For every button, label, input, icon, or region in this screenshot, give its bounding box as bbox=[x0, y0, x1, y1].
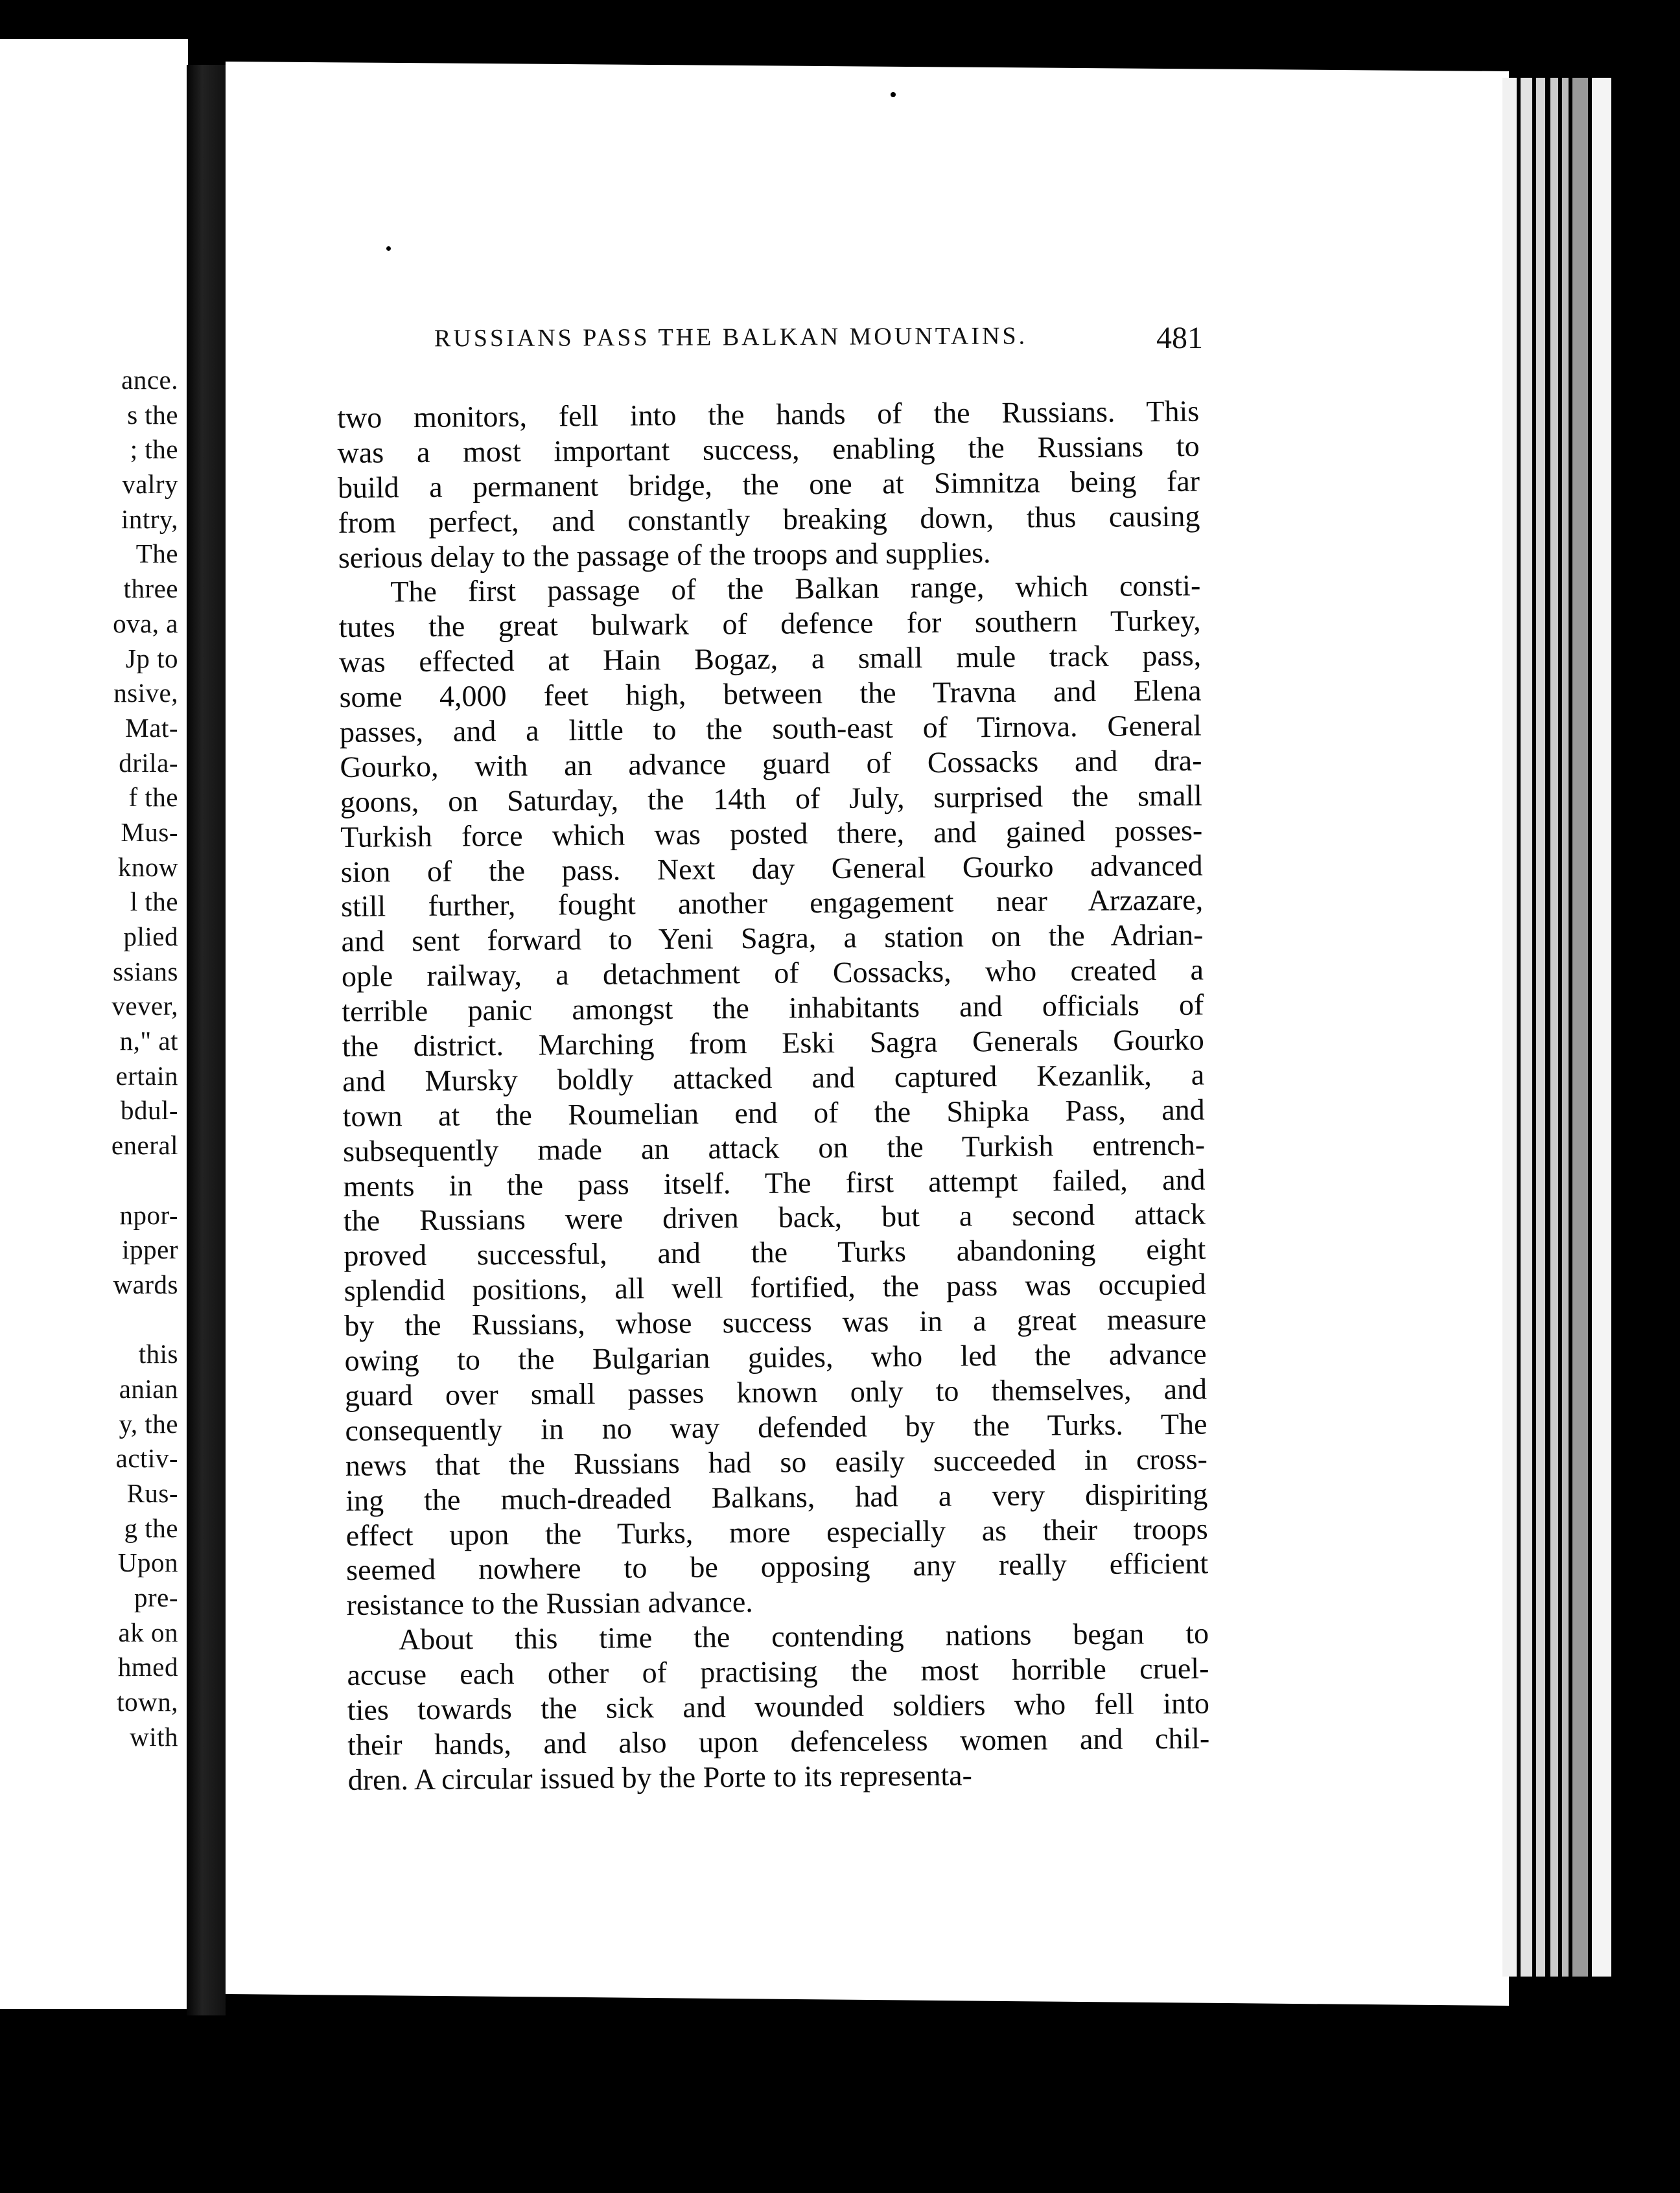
left-page-line-fragment: Rus- bbox=[126, 1478, 178, 1508]
page-edge bbox=[1536, 78, 1545, 1977]
text-line: Turkish force which was posted there, and gained posses- bbox=[340, 813, 1203, 853]
text-line: resistance to the Russian advance. bbox=[346, 1585, 753, 1622]
left-page-line-fragment: know bbox=[117, 852, 178, 882]
left-page-line-fragment: ertain bbox=[115, 1060, 178, 1091]
left-page-line-fragment: wards bbox=[113, 1269, 178, 1299]
text-line: from perfect, and constantly breaking down, thus causing bbox=[338, 499, 1200, 539]
left-page-line-fragment: hmed bbox=[117, 1652, 178, 1682]
page-edge bbox=[1562, 78, 1569, 1977]
speck bbox=[891, 92, 896, 97]
left-page-line-fragment: Mat- bbox=[125, 712, 178, 743]
text-line: tutes the great bulwark of defence for southern Turkey, bbox=[338, 603, 1201, 644]
page-edge bbox=[1502, 78, 1517, 1977]
binding-gutter bbox=[187, 65, 226, 2015]
text-line: and Mursky boldly attacked and captured Kezanlik, a bbox=[342, 1058, 1205, 1098]
speck bbox=[386, 246, 391, 251]
left-page-line-fragment: Mus- bbox=[121, 817, 178, 847]
page-edge bbox=[1572, 78, 1588, 1977]
left-page-line-fragment bbox=[0, 1163, 178, 1198]
text-line: by the Russians, whose success was in a great measure bbox=[344, 1302, 1207, 1343]
running-head: RUSSIANS PASS THE BALKAN MOUNTAINS. bbox=[434, 322, 1028, 353]
body-text bbox=[337, 394, 1210, 1798]
left-page-line-fragment: ova, a bbox=[113, 608, 178, 638]
text-line: serious delay to the passage of the troops and supplies. bbox=[338, 535, 991, 574]
text-line: splendid positions, all well fortified, the pass was occupied bbox=[344, 1267, 1206, 1308]
text-line: effect upon the Turks, more especially as their troops bbox=[345, 1512, 1208, 1552]
left-page-line-fragment: three bbox=[123, 574, 178, 604]
text-line: About this time the contending nations began to bbox=[398, 1616, 1209, 1656]
page-edge bbox=[1521, 78, 1532, 1977]
text-line: town at the Roumelian end of the Shipka Pass, and bbox=[342, 1093, 1205, 1133]
left-page-line-fragment: ipper bbox=[122, 1235, 178, 1265]
left-page-line-fragment: eneral bbox=[111, 1130, 178, 1161]
left-page-line-fragment: drila- bbox=[119, 747, 178, 778]
left-page-line-fragment: bdul- bbox=[120, 1095, 178, 1126]
left-page-line-fragment: this bbox=[138, 1339, 178, 1369]
left-page-line-fragment: Upon bbox=[117, 1548, 178, 1578]
text-line: two monitors, fell into the hands of the Russians. This bbox=[337, 394, 1200, 434]
speck bbox=[1292, 2157, 1307, 2170]
left-page-line-fragment: ance. bbox=[121, 365, 178, 395]
text-line: terrible panic amongst the inhabitants and officials of bbox=[342, 988, 1204, 1028]
text-line: subsequently made an attack on the Turkish entrench- bbox=[342, 1128, 1206, 1168]
text-line: consequently in no way defended by the Turks. The bbox=[345, 1407, 1208, 1447]
text-line: the Russians were driven back, but a second attack bbox=[343, 1198, 1206, 1238]
text-line: build a permanent bridge, the one at Simnitza being far bbox=[337, 464, 1200, 504]
text-line: seemed nowhere to be opposing any really efficient bbox=[345, 1546, 1209, 1587]
text-line: was a most important success, enabling the Russians to bbox=[337, 429, 1200, 469]
left-page-line-fragment: town, bbox=[117, 1687, 178, 1717]
left-page-line-fragment: ; the bbox=[130, 434, 178, 465]
text-line: accuse each other of practising the most horrible cruel- bbox=[347, 1651, 1209, 1692]
left-page-line-fragment: nsive, bbox=[113, 678, 178, 708]
left-page-line-fragment: ak on bbox=[118, 1617, 178, 1647]
text-line: sion of the pass. Next day General Gourko advanced bbox=[340, 848, 1203, 888]
left-page-line-fragment: g the bbox=[124, 1513, 178, 1543]
left-page-line-fragment: pre- bbox=[134, 1583, 178, 1613]
text-line: ople railway, a detachment of Cossacks, who created a bbox=[341, 953, 1204, 993]
left-page-line-fragment: valry bbox=[122, 469, 178, 500]
text-line: ties towards the sick and wounded soldiers who fell into bbox=[347, 1686, 1210, 1726]
page-number: 481 bbox=[1156, 321, 1203, 355]
left-page-line-fragment: plied bbox=[123, 922, 178, 951]
text-line: still further, fought another engagement near Arzazare, bbox=[340, 883, 1204, 923]
text-line: owing to the Bulgarian guides, who led the advance bbox=[344, 1337, 1207, 1378]
text-line: passes, and a little to the south-east of Tirnova. General bbox=[339, 708, 1202, 748]
text-line: Gourko, with an advance guard of Cossacks and dra- bbox=[340, 743, 1202, 783]
text-line: guard over small passes known only to themselves, and bbox=[344, 1372, 1208, 1412]
page-edge bbox=[1550, 78, 1558, 1977]
left-page-line-fragment: Jp to bbox=[125, 643, 178, 673]
left-page-line-fragment: npor- bbox=[119, 1200, 178, 1230]
left-page-text bbox=[0, 363, 178, 1755]
text-line: The first passage of the Balkan range, which consti- bbox=[390, 568, 1201, 609]
page-edge bbox=[1592, 78, 1611, 1977]
text-line: and sent forward to Yeni Sagra, a station on the Adrian- bbox=[341, 918, 1204, 958]
left-page-line-fragment: intry, bbox=[121, 504, 178, 534]
left-page-line-fragment: f the bbox=[128, 782, 178, 813]
text-line: ments in the pass itself. The first attempt failed, and bbox=[343, 1163, 1206, 1203]
speck bbox=[1674, 25, 1677, 29]
left-page-line-fragment: vever, bbox=[111, 991, 178, 1021]
left-page-line-fragment: l the bbox=[130, 887, 178, 917]
left-page-line-fragment: s the bbox=[127, 399, 178, 430]
text-line: goons, on Saturday, the 14th of July, surprised the small bbox=[340, 778, 1203, 818]
left-page-line-fragment: y, the bbox=[119, 1408, 178, 1439]
text-line: news that the Russians had so easily succeeded in cross- bbox=[345, 1442, 1208, 1482]
left-page-line-fragment: activ- bbox=[115, 1443, 178, 1474]
text-line: ing the much-dreaded Balkans, had a very dispiriting bbox=[345, 1477, 1208, 1517]
text-line: proved successful, and the Turks abandoning eight bbox=[344, 1232, 1206, 1273]
text-line: was effected at Hain Bogaz, a small mule track pass, bbox=[338, 638, 1202, 679]
text-line: dren. A circular issued by the Porte to its representa- bbox=[347, 1758, 973, 1796]
left-page-line-fragment: ssians bbox=[113, 956, 178, 986]
text-line: some 4,000 feet high, between the Travna and Elena bbox=[339, 673, 1202, 714]
left-page-line-fragment bbox=[0, 1303, 178, 1338]
left-page-line-fragment: anian bbox=[119, 1373, 178, 1404]
text-line: the district. Marching from Eski Sagra Generals Gourko bbox=[342, 1023, 1204, 1063]
left-page-line-fragment: n," at bbox=[119, 1026, 178, 1056]
text-line: their hands, and also upon defenceless women and chil- bbox=[347, 1721, 1210, 1761]
left-page-line-fragment: with bbox=[130, 1721, 178, 1752]
left-page-line-fragment: The bbox=[135, 539, 178, 569]
